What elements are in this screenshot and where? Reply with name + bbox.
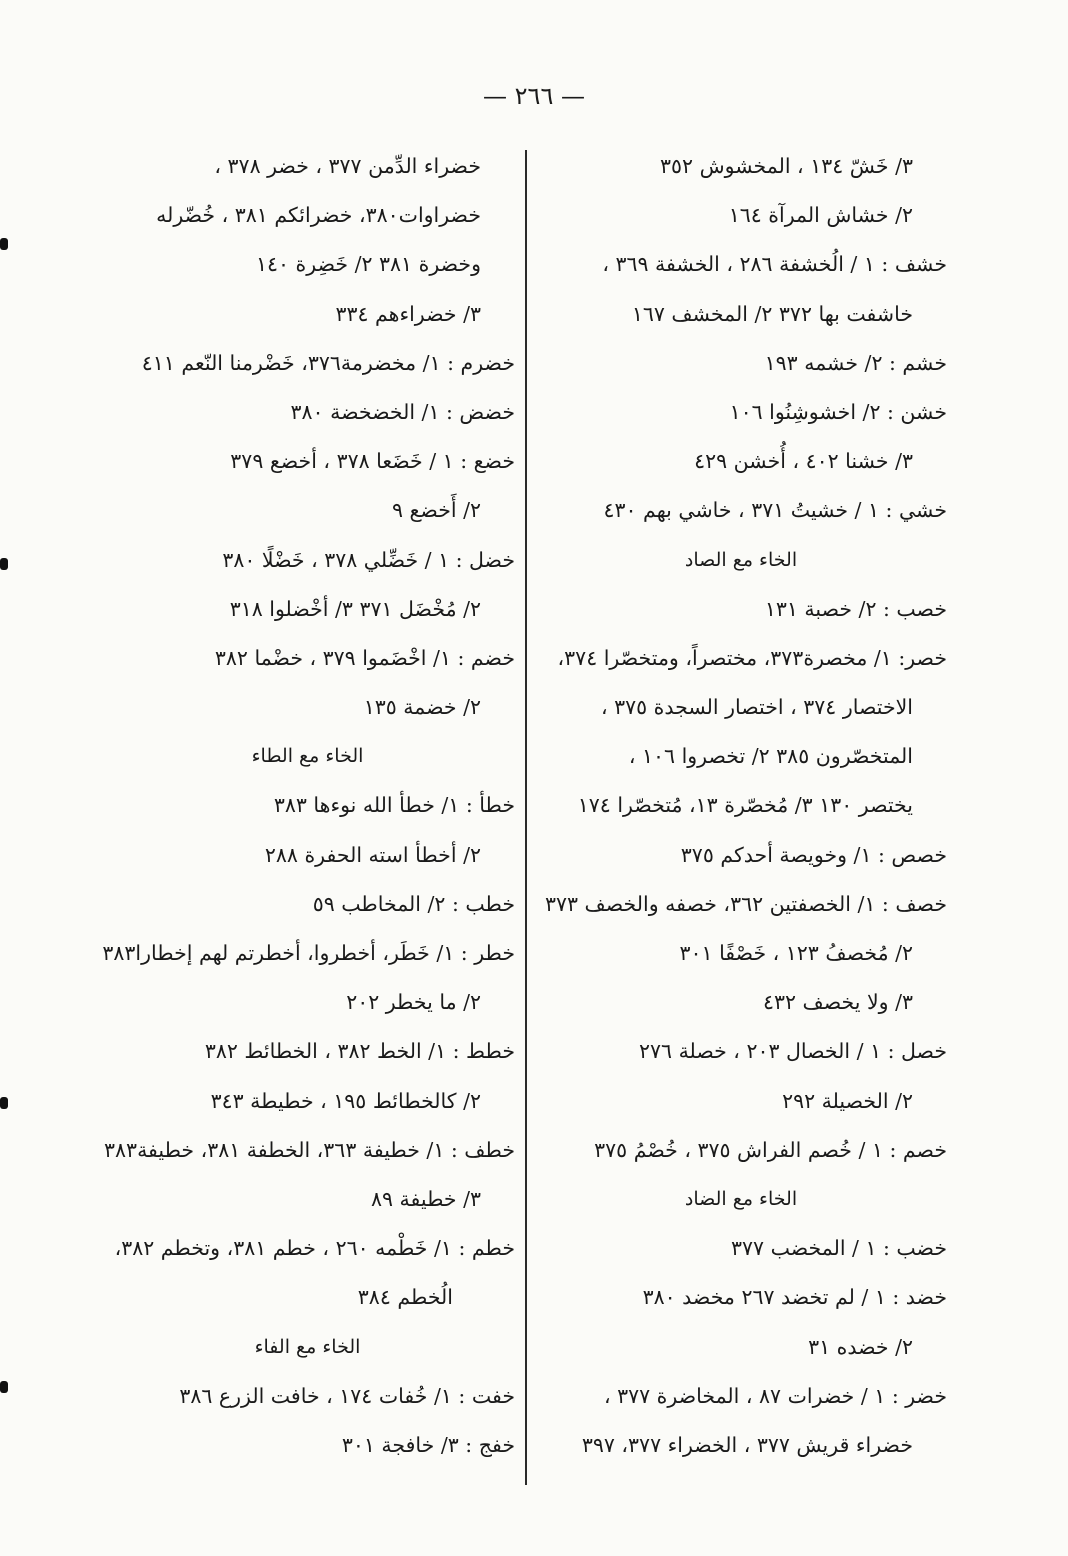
index-entry: خطر : ١/ خَطَر، أخطروا، أخطرتم لهم إخطارا٣٨٣ xyxy=(102,941,515,965)
index-entry: ٣/ خشنا ٤٠٢ ، أُخشن ٤٢٩ xyxy=(694,449,913,474)
index-entry: يختصر ١٣٠ ٣/ مُخصّرة ١٣، مُتخصّرا ١٧٤ xyxy=(577,793,913,818)
index-entry: خصر: ١/ مخصرة٣٧٣، مختصراً، ومتخصّرا ٣٧٤، xyxy=(557,645,947,670)
index-entry: خفج : ٣/ خافجة ٣٠١ xyxy=(341,1432,515,1457)
section-heading: الخاء مع الصاد xyxy=(684,548,798,571)
index-entry: خضر : ١ / خضرات ٨٧ ، المخاضرة ٣٧٧ ، xyxy=(603,1383,947,1408)
index-entry: خضراء قريش ٣٧٧ ، الخضراء ٣٧٧، ٣٩٧ xyxy=(581,1432,913,1457)
index-entry: خصب : ٢/ خصبة ١٣١ xyxy=(764,596,947,621)
index-entry: ٢/ كالخطائط ١٩٥ ، خطيطة ٣٤٣ xyxy=(210,1088,481,1113)
index-entry: خصص : ١/ وخويصة أحدكم ٣٧٥ xyxy=(680,842,947,867)
index-entry: وخضرة ٣٨١ ٢/ خَضِرة ١٤٠ xyxy=(255,252,481,277)
index-entry: خفت : ١/ خُفات ١٧٤ ، خافت الزرع ٣٨٦ xyxy=(179,1383,515,1408)
index-entry: خضض : ١/ الخضخضة ٣٨٠ xyxy=(290,399,515,424)
section-heading: الخاء مع الضاد xyxy=(684,1187,798,1210)
margin-mark xyxy=(0,1097,8,1109)
index-column-left xyxy=(100,142,515,1470)
index-entry: خطط : ١/ الخط ٣٨٢ ، الخطائط ٣٨٢ xyxy=(204,1039,515,1064)
index-entry: الاختصار ٣٧٤ ، اختصار السجدة ٣٧٥ ، xyxy=(600,695,913,720)
index-entry: ٢/ أَخضع ٩ xyxy=(391,498,481,523)
index-entry: ٢/ خشاش المرآة ١٦٤ xyxy=(728,203,913,228)
index-entry: المتخصّرون ٣٨٥ ٢/ تخصروا ١٠٦ ، xyxy=(628,744,913,769)
section-heading: الخاء مع الطاء xyxy=(251,745,364,768)
index-entry: خصل : ١ / الخصال ٢٠٣ ، خصلة ٢٧٦ xyxy=(639,1039,947,1064)
index-entry: ٢/ مُخصفُ ١٢٣ ، خَصْفًا ٣٠١ xyxy=(679,941,913,965)
margin-mark xyxy=(0,558,8,570)
index-entry: خضد : ١ / لم تخضد ٢٦٧ مخضد ٣٨٠ xyxy=(642,1285,947,1310)
index-entry: خشي : ١ / خشيتُ ٣٧١ ، خاشي بهم ٤٣٠ xyxy=(603,498,947,523)
index-entry: ٢/ خضده ٣١ xyxy=(808,1334,913,1359)
index-entry: ٢/ خضمة ١٣٥ xyxy=(363,695,481,720)
index-entry: ٣/ ولا يخصف ٤٣٢ xyxy=(762,990,913,1015)
index-entry: خضم : ١/ اخْضَموا ٣٧٩ ، خضْما ٣٨٢ xyxy=(214,645,515,670)
index-entry: خشف : ١ / الُخشفة ٢٨٦ ، الخشفة ٣٦٩ ، xyxy=(602,252,947,277)
margin-mark xyxy=(0,1381,8,1393)
index-entry: خاشفت بها ٣٧٢ ٢/ المخشف ١٦٧ xyxy=(631,301,913,326)
margin-mark xyxy=(0,238,8,250)
index-entry: خضراء الدِّمن ٣٧٧ ، خضر ٣٧٨ ، xyxy=(214,154,481,178)
index-entry: خطأ : ١/ خطأ الله نوءها ٣٨٣ xyxy=(273,793,515,818)
index-entry: ٢/ ما يخطر ٢٠٢ xyxy=(346,990,481,1015)
index-entry: خشن : ٢/ اخشوشِنُوا ١٠٦ xyxy=(729,399,947,424)
index-entry: خطف : ١/ خطيفة ٣٦٣، الخطفة ٣٨١، خطيفة٣٨٣ xyxy=(104,1137,515,1162)
index-entry: ٣/ خضراءهم ٣٣٤ xyxy=(335,301,481,326)
index-entry: خضع : ١ / خَضَعا ٣٧٨ ، أخضع ٣٧٩ xyxy=(230,449,515,474)
index-entry: خصف : ١/ الخصفتين ٣٦٢، خصفه والخصف ٣٧٣ xyxy=(544,891,947,916)
index-entry: خصم : ١ / خُصم الفراش ٣٧٥ ، خُصْمُ ٣٧٥ xyxy=(594,1137,947,1162)
column-divider xyxy=(525,150,527,1485)
index-entry: الُخطم ٣٨٤ xyxy=(357,1285,453,1310)
section-heading: الخاء مع الفاء xyxy=(254,1335,361,1358)
index-entry: خضل : ١ / خَضِّلي ٣٧٨ ، خَضْلًا ٣٨٠ xyxy=(222,547,515,572)
index-entry: ٣/ خطيفة ٨٩ xyxy=(370,1186,481,1211)
page-number: — ٢٦٦ — xyxy=(483,82,585,110)
index-entry: ٢/ مُخْضَل ٣٧١ ٣/ أخْضلوا ٣١٨ xyxy=(229,596,481,621)
index-entry: ٢/ أخطأ استه الحفرة ٢٨٨ xyxy=(264,842,481,867)
index-entry: ٣/ خَشّ ١٣٤ ، المخشوش ٣٥٢ xyxy=(660,154,913,178)
index-entry: ٢/ الخصيلة ٢٩٢ xyxy=(782,1088,913,1113)
index-entry: خشم : ٢/ خشمه ١٩٣ xyxy=(764,350,947,375)
index-column-right xyxy=(535,142,947,1470)
index-entry: خضرم : ١/ مخضرمة٣٧٦، خَضْرمنا النّعم ٤١١ xyxy=(141,350,515,375)
index-entry: خضب : ١ / المخضب ٣٧٧ xyxy=(731,1236,947,1261)
index-entry: خطب : ٢/ المخاطب ٥٩ xyxy=(312,891,515,916)
index-entry: خطم : ١/ خَطْمه ٢٦٠ ، خطم ٣٨١، وتخطم ٣٨٢، xyxy=(114,1236,515,1261)
index-entry: خضراوات٣٨٠، خضرائكم ٣٨١ ، خُضّرله xyxy=(156,203,481,228)
